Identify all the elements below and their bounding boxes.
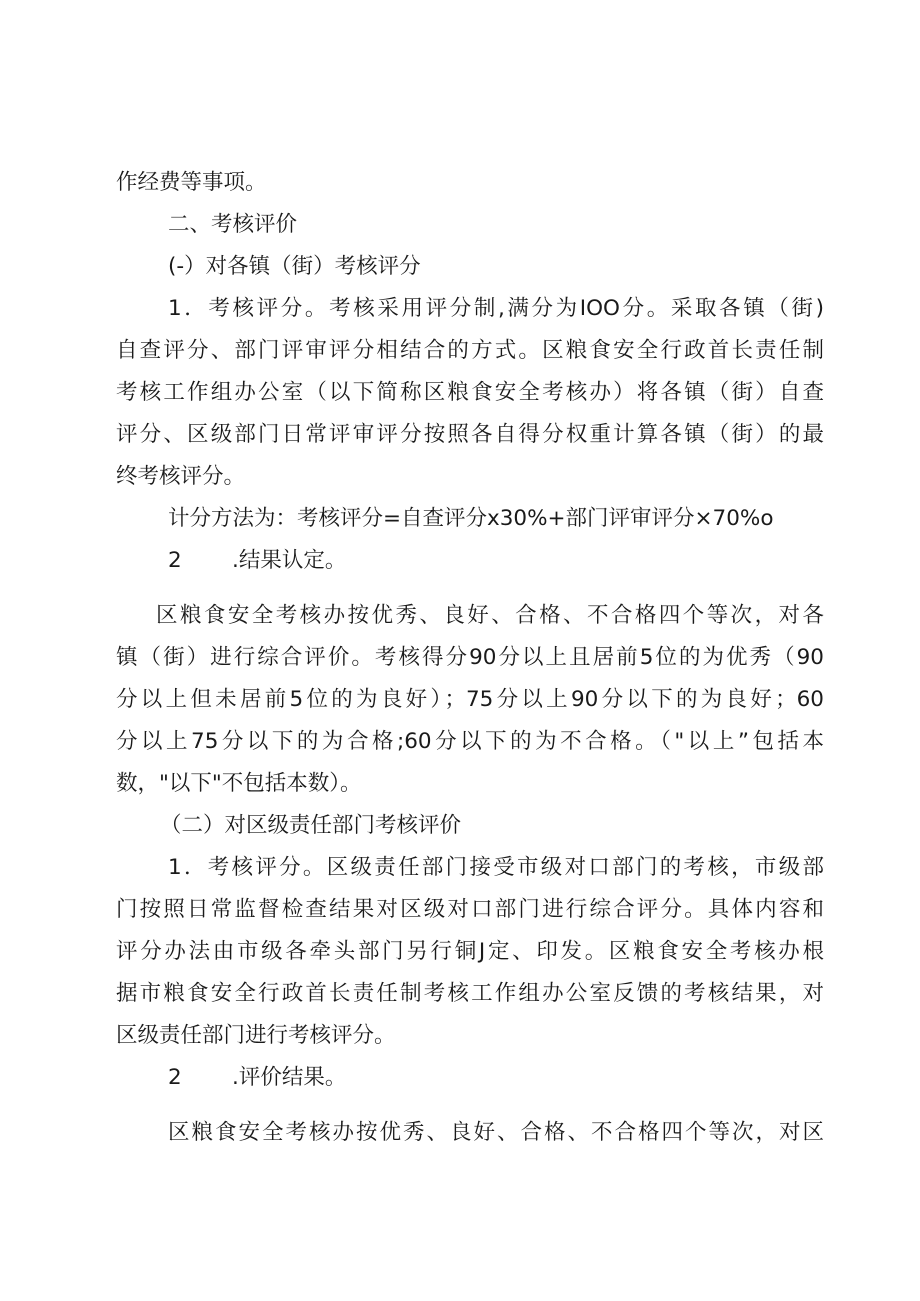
- text-line: 考核工作组办公室（以下简称区粮食安全考核办）将各镇（街）自查: [116, 380, 824, 405]
- text-line: 据市粮食安全行政首长责任制考核工作组办公室反馈的考核结果，对: [116, 981, 824, 1006]
- formula-line: 计分方法为：考核评分=自查评分x30%+部门评审评分×70%o: [168, 506, 774, 531]
- text-line: 1．考核评分。区级责任部门接受市级对口部门的考核，市级部: [168, 855, 824, 880]
- item-number: 2: [168, 548, 182, 573]
- subsection-heading: （二）对区级责任部门考核评价: [160, 813, 462, 838]
- text-line: 1．考核评分。考核采用评分制,满分为IOO分。采取各镇（街): [168, 296, 824, 321]
- text-line: 分以上75分以下的为合格;60分以下的为不合格。（"以上”包括本: [116, 729, 824, 754]
- section-heading: 二、考核评价: [168, 212, 298, 237]
- numbered-item: [168, 1063, 868, 1093]
- subsection-heading: (-）对各镇（街）考核评分: [168, 254, 421, 279]
- text-line: 镇（街）进行综合评价。考核得分90分以上且居前5位的为优秀（90: [116, 645, 824, 670]
- text-line: 门按照日常监督检查结果对区级对口部门进行综合评分。具体内容和: [116, 897, 824, 922]
- numbered-item: [168, 546, 868, 576]
- text-line: 区粮食安全考核办按优秀、良好、合格、不合格四个等次，对区: [168, 1120, 824, 1145]
- text-line: 区级责任部门进行考核评分。: [116, 1023, 396, 1048]
- item-text: .结果认定。: [232, 548, 347, 573]
- text-line: 区粮食安全考核办按优秀、良好、合格、不合格四个等次，对各: [156, 603, 824, 628]
- text-line: 作经费等事项。: [116, 170, 267, 195]
- text-line: 评分办法由市级各牵头部门另行铜J定、印发。区粮食安全考核办根: [116, 939, 824, 964]
- item-text: .评价结果。: [232, 1065, 347, 1090]
- text-line: 终考核评分。: [116, 464, 246, 489]
- text-line: 数，"以下"不包括本数）。: [116, 771, 362, 796]
- text-line: 自查评分、部门评审评分相结合的方式。区粮食安全行政首长责任制: [116, 338, 824, 363]
- text-line: 分以上但未居前5位的为良好）；75分以上90分以下的为良好；60: [116, 687, 824, 712]
- item-number: 2: [168, 1065, 182, 1090]
- text-line: 评分、区级部门日常评审评分按照各自得分权重计算各镇（街）的最: [116, 422, 824, 447]
